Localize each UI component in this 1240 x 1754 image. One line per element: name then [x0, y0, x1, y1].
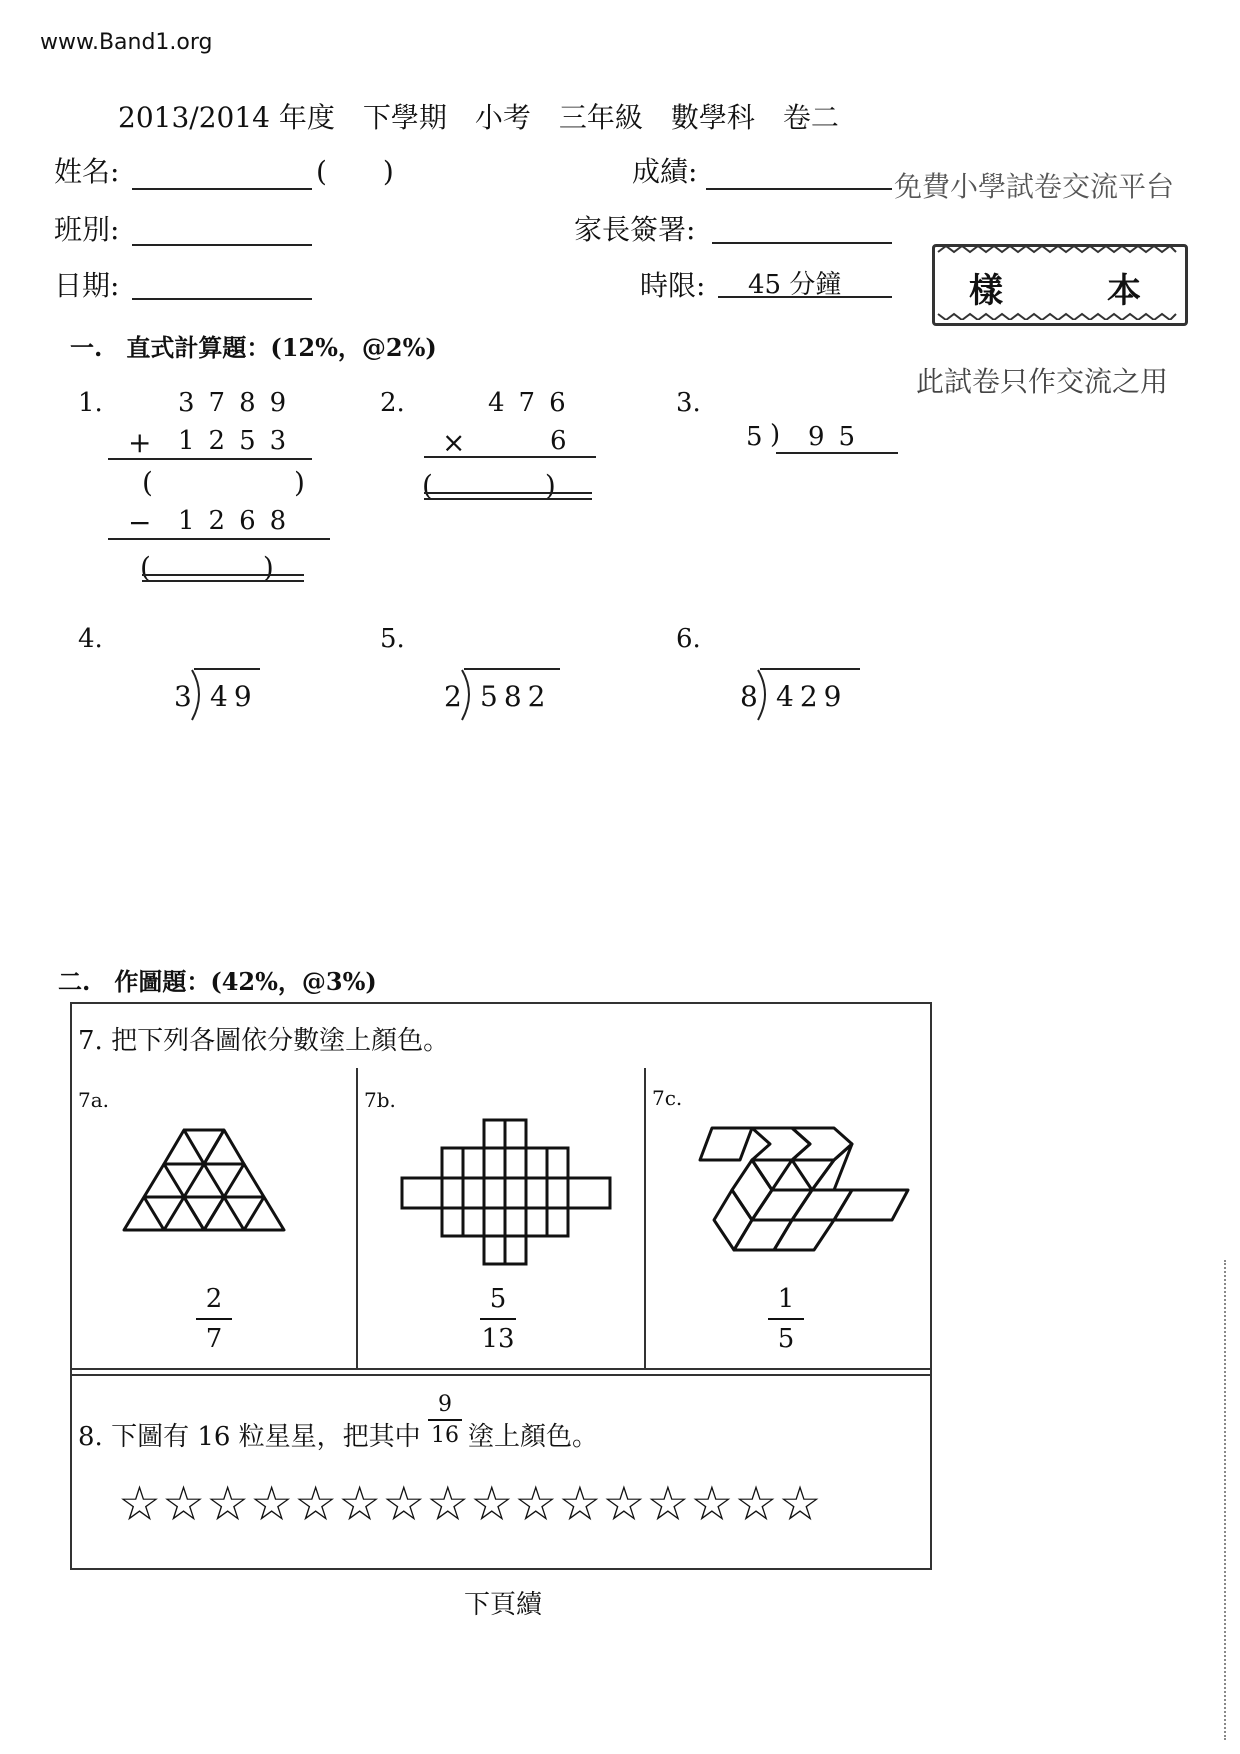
q7c-denominator: 5: [777, 1324, 795, 1354]
q7b-fraction-bar: [480, 1318, 516, 1320]
q7a-denominator: 7: [205, 1324, 223, 1354]
q7a-numerator: 2: [205, 1284, 223, 1314]
q4-dividend: 49: [210, 680, 258, 713]
frame-right: [930, 1002, 932, 1570]
q8-prompt-end: 塗上顏色。: [468, 1422, 599, 1452]
class-label: 班別:: [54, 213, 120, 246]
parent-signature-label: 家長簽署:: [574, 213, 696, 246]
q1-line-1: [108, 458, 312, 460]
q6-bracket: [756, 666, 776, 722]
star-icon[interactable]: ☆: [602, 1476, 647, 1532]
q7-col-divider-1: [356, 1068, 358, 1368]
q1-top-number: 3789: [178, 388, 301, 418]
section2-heading: 二. 作圖題：(42%，@3%): [58, 967, 377, 996]
q7c-fraction: [756, 1284, 816, 1354]
q2-answer-paren[interactable]: ( ): [422, 469, 556, 502]
star-icon[interactable]: ☆: [734, 1476, 779, 1532]
score-label: 成績:: [632, 155, 698, 188]
q1-subtrahend: 1268: [178, 506, 301, 536]
name-field[interactable]: [132, 188, 312, 190]
star-icon[interactable]: ☆: [426, 1476, 471, 1532]
q1-intermediate-open[interactable]: (: [142, 466, 153, 499]
date-field[interactable]: [132, 298, 312, 300]
star-icon[interactable]: ☆: [646, 1476, 691, 1532]
q1-number: 1.: [78, 388, 103, 418]
q7c-label: 7c.: [652, 1086, 683, 1110]
q4-divisor: 3: [174, 680, 192, 713]
star-icon[interactable]: ☆: [690, 1476, 735, 1532]
q1-answer-paren[interactable]: ( ): [140, 551, 274, 584]
star-icon[interactable]: ☆: [250, 1476, 295, 1532]
q7a-fraction-bar: [196, 1318, 232, 1320]
q5-division-bar: [464, 668, 560, 670]
q3-bracket: ): [770, 420, 781, 450]
q5-divisor: 2: [444, 680, 462, 713]
q3-dividend: 95: [808, 422, 870, 452]
q7c-numerator: 1: [777, 1284, 795, 1314]
stamp-char-left: 樣: [969, 271, 1003, 311]
q2-times-sign: ×: [442, 426, 466, 459]
star-icon[interactable]: ☆: [470, 1476, 515, 1532]
site-url: www.Band1.org: [40, 30, 213, 55]
q1-answer-double-line: [142, 574, 304, 582]
q1-addend: 1253: [178, 426, 301, 456]
q7-q8-divider: [70, 1368, 932, 1370]
q2-top-number: 476: [488, 388, 580, 418]
q4-bracket: [190, 666, 210, 722]
q3-divisor: 5: [746, 422, 763, 452]
q1-plus-sign: +: [128, 426, 152, 459]
star-icon[interactable]: ☆: [206, 1476, 251, 1532]
q7-prompt: 7. 把下列各圖依分數塗上顏色。: [78, 1026, 450, 1056]
q8-numerator: 9: [438, 1392, 452, 1417]
q3-number: 3.: [676, 388, 701, 418]
q5-dividend: 582: [480, 680, 552, 713]
date-label: 日期:: [54, 269, 120, 302]
q8-denominator: 16: [431, 1423, 459, 1448]
name-label: 姓名:: [54, 155, 120, 188]
score-field[interactable]: [706, 188, 892, 190]
q7c-rhombus-figure[interactable]: [698, 1124, 910, 1254]
q3-division-bar: [776, 452, 898, 454]
star-icon[interactable]: ☆: [118, 1476, 163, 1532]
time-limit-underline: [718, 296, 892, 298]
q7-frame-top: [70, 1002, 932, 1004]
q5-number: 5.: [380, 624, 405, 654]
name-number-paren[interactable]: ( ): [316, 155, 394, 188]
continue-next-page: 下頁續: [464, 1590, 543, 1620]
q6-divisor: 8: [740, 680, 758, 713]
q7b-fraction: [468, 1284, 528, 1354]
star-icon[interactable]: ☆: [558, 1476, 603, 1532]
q7b-label: 7b.: [364, 1088, 396, 1112]
star-icon[interactable]: ☆: [778, 1476, 823, 1532]
q7b-grid-figure[interactable]: [400, 1118, 612, 1266]
q1-minus-sign: −: [128, 506, 152, 539]
q1-intermediate-close[interactable]: ): [294, 466, 305, 499]
q2-number: 2.: [380, 388, 405, 418]
q7a-fraction: [184, 1284, 244, 1354]
q2-multiplier: 6: [550, 426, 567, 456]
q4-division-bar: [194, 668, 260, 670]
q6-dividend: 429: [776, 680, 848, 713]
q1-line-2: [108, 538, 330, 540]
stamp-char-right: 本: [1107, 271, 1141, 311]
star-icon[interactable]: ☆: [338, 1476, 383, 1532]
parent-signature-field[interactable]: [712, 242, 892, 244]
q7-q8-divider-2: [70, 1374, 932, 1376]
q7b-denominator: 13: [481, 1324, 515, 1354]
star-icon[interactable]: ☆: [382, 1476, 427, 1532]
time-limit-value: 45 分鐘: [748, 270, 842, 300]
q8-star-row: [118, 1476, 823, 1532]
star-icon[interactable]: ☆: [514, 1476, 559, 1532]
star-icon[interactable]: ☆: [162, 1476, 207, 1532]
q2-line: [424, 456, 596, 458]
exchange-note: 此試卷只作交流之用: [916, 365, 1169, 398]
section1-heading: 一. 直式計算題：(12%，@2%): [70, 333, 437, 362]
q8-fraction-bar: [428, 1419, 462, 1421]
class-field[interactable]: [132, 244, 312, 246]
q5-bracket: [460, 666, 480, 722]
star-icon[interactable]: ☆: [294, 1476, 339, 1532]
frame-bottom: [70, 1568, 932, 1570]
q7c-fraction-bar: [768, 1318, 804, 1320]
frame-left: [70, 1002, 72, 1570]
q7a-label: 7a.: [78, 1088, 110, 1112]
q7-col-divider-2: [644, 1068, 646, 1368]
q6-division-bar: [760, 668, 860, 670]
exam-title: 2013/2014 年度 下學期 小考 三年級 數學科 卷二: [118, 101, 839, 134]
q6-number: 6.: [676, 624, 701, 654]
q4-number: 4.: [78, 624, 103, 654]
q7b-numerator: 5: [489, 1284, 507, 1314]
platform-watermark: 免費小學試卷交流平台: [894, 170, 1175, 203]
q2-answer-double-line: [424, 492, 592, 500]
sample-stamp: [932, 244, 1188, 326]
q7a-triangle-figure[interactable]: [120, 1128, 290, 1238]
scan-edge-mark: [1224, 1260, 1228, 1740]
time-limit-label: 時限:: [640, 269, 706, 302]
q8-fraction: [422, 1392, 468, 1448]
q8-prompt-start: 8. 下圖有 16 粒星星，把其中: [78, 1422, 421, 1452]
